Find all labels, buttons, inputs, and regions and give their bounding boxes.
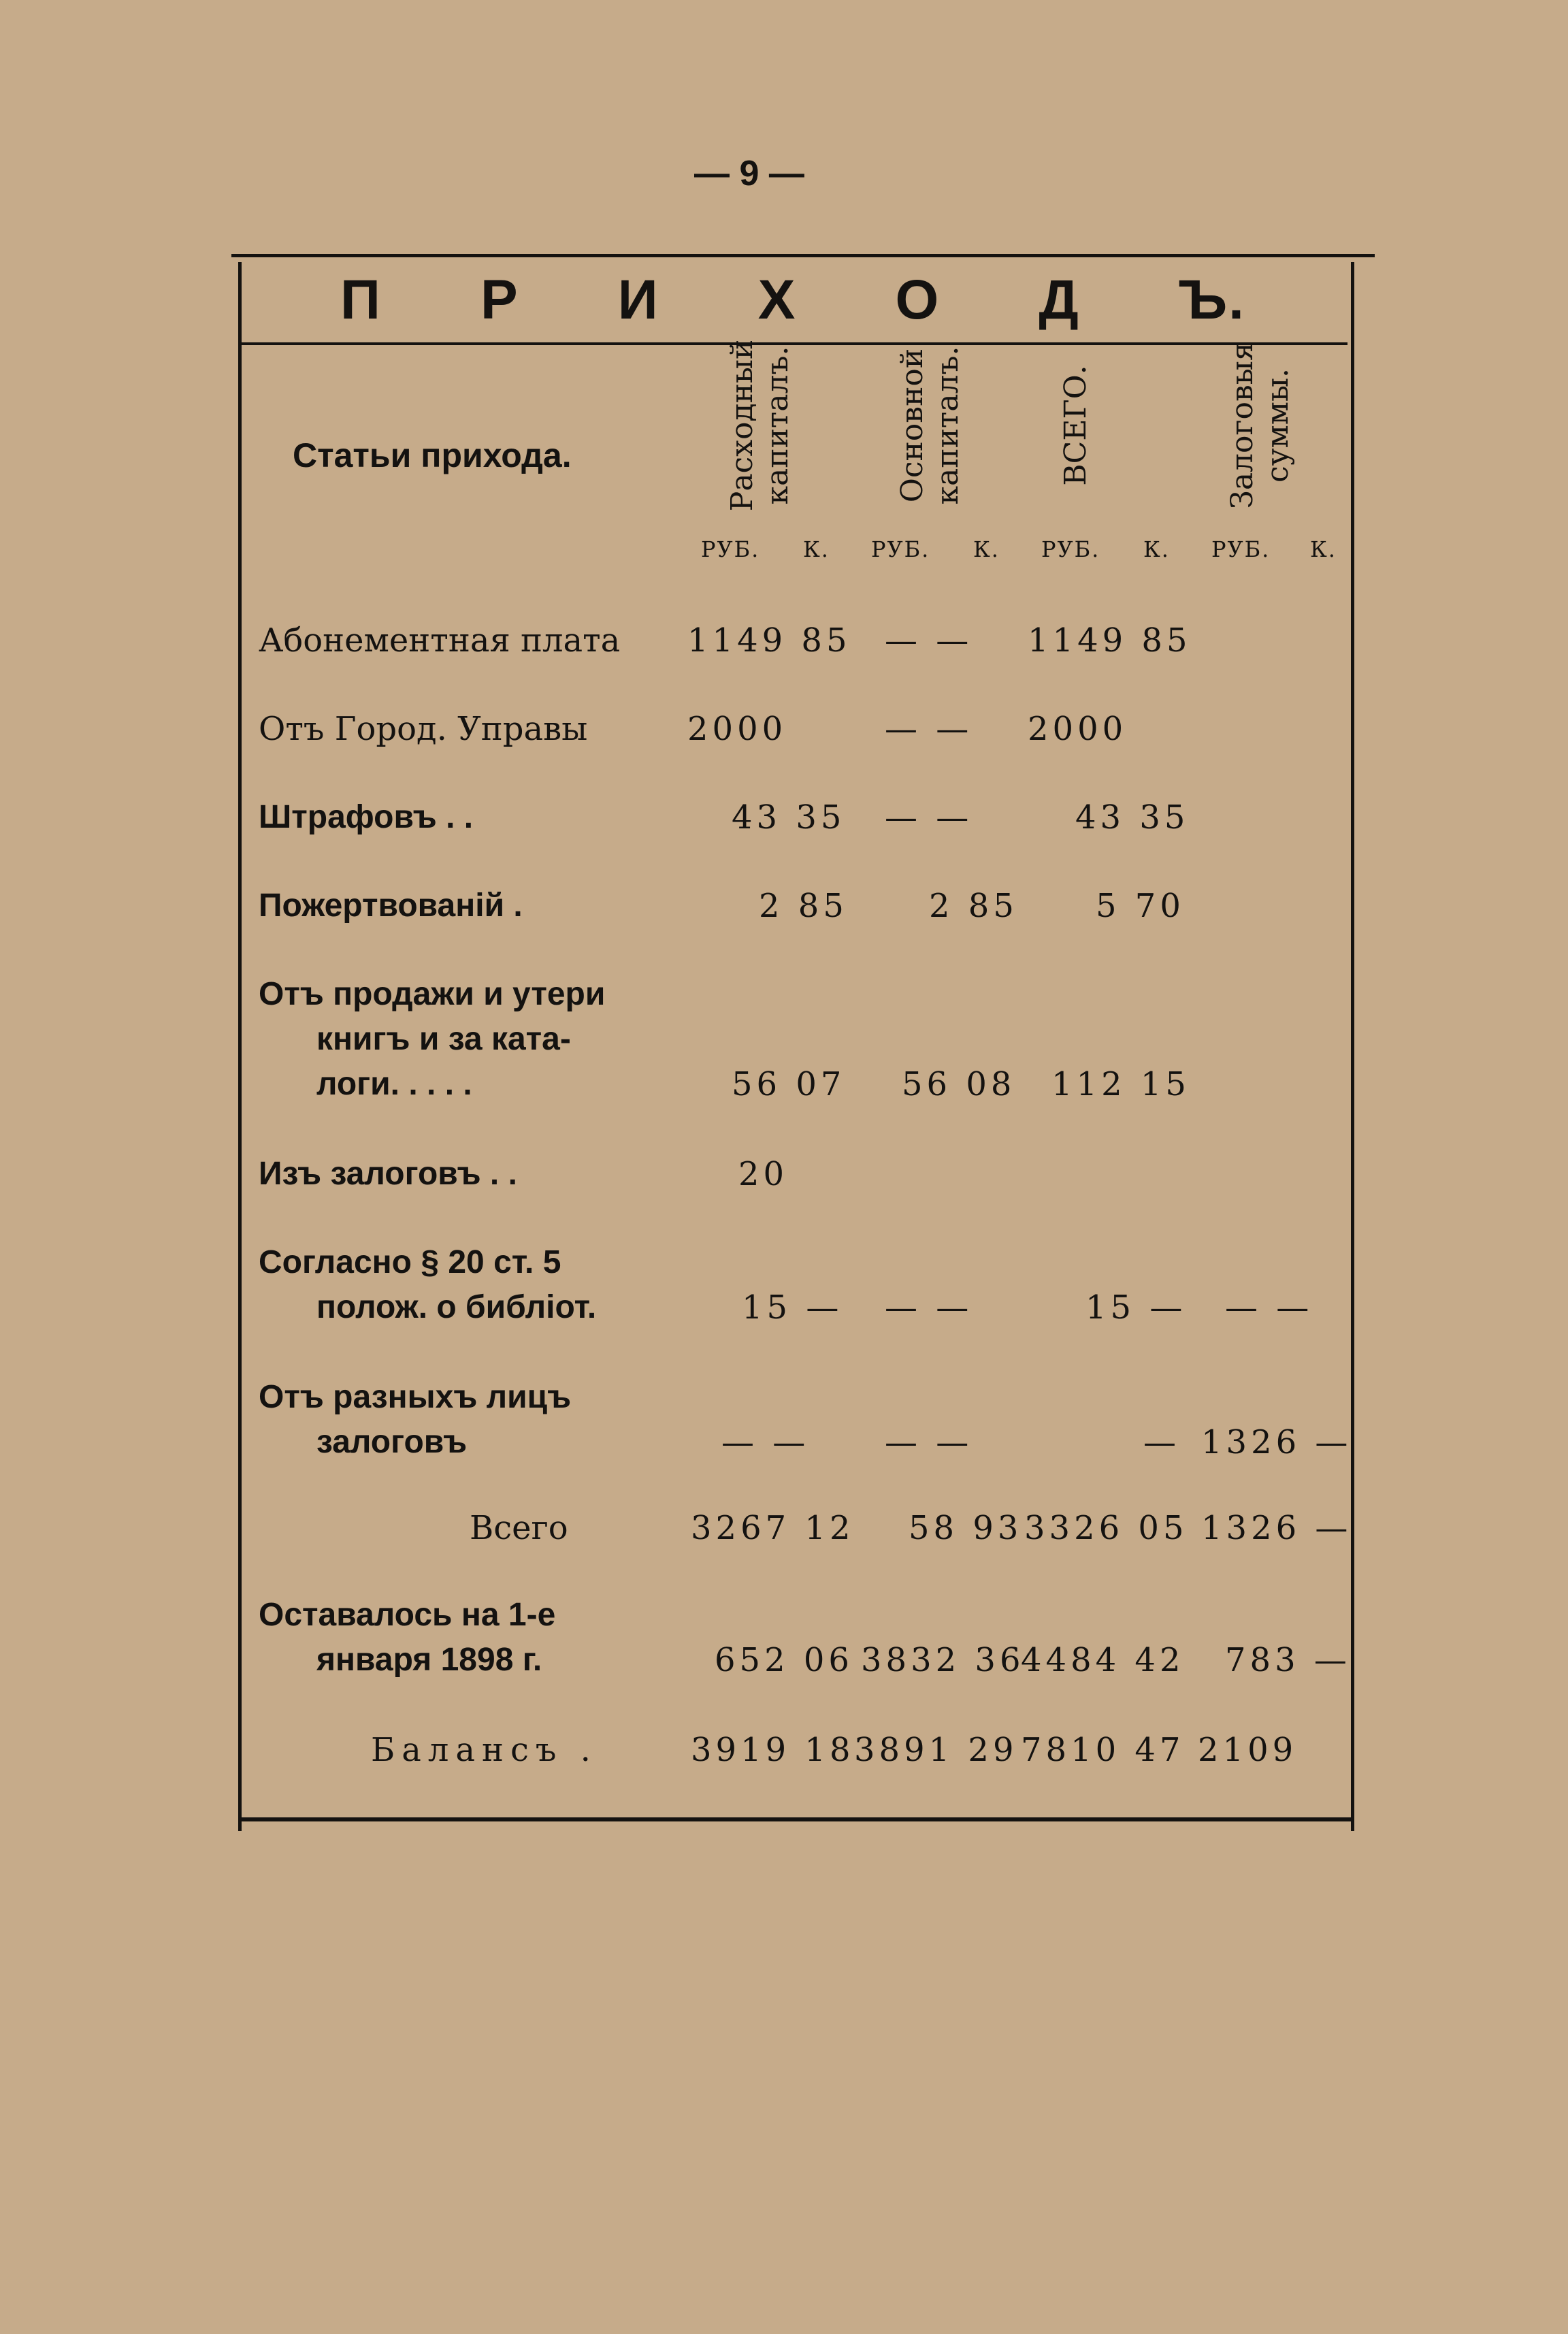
cell-main: — — xyxy=(885,710,973,748)
cell-expense: 20 xyxy=(738,1155,789,1193)
table-row-label xyxy=(259,1240,596,1330)
cell-total: 112 15 xyxy=(1051,1065,1190,1103)
cell-expense: 3919 18 xyxy=(691,1731,855,1769)
cell-expense: 43 35 xyxy=(732,798,846,837)
title-letter: Ъ. xyxy=(1178,269,1245,331)
cell-total: 7810 47 xyxy=(1021,1731,1185,1769)
cell-total: 3326 05 xyxy=(1024,1509,1188,1547)
column-header-line: Залоговыя xyxy=(1225,342,1260,509)
cell-main: 58 93 xyxy=(909,1509,1023,1547)
cell-total: 15 — xyxy=(1085,1288,1187,1327)
column-header-line: Расходный xyxy=(725,339,760,512)
title-letter: О xyxy=(895,269,941,331)
cell-main: — — xyxy=(885,798,973,837)
unit-label: РУБ. xyxy=(871,536,930,562)
cell-expense: 652 06 xyxy=(715,1641,853,1679)
column-header-line: капиталъ. xyxy=(760,346,795,505)
table-row-label xyxy=(259,1593,555,1683)
title-letter: Д xyxy=(1039,269,1080,331)
cell-total: 1149 85 xyxy=(1028,621,1192,660)
cell-total: 5 70 xyxy=(1096,887,1185,925)
title-letter: П xyxy=(340,269,382,331)
column-header-expense-capital xyxy=(725,337,813,514)
cell-expense: 2000 xyxy=(687,710,787,748)
row-label-line: Абонементная плата xyxy=(259,621,621,660)
column-header-line: суммы. xyxy=(1260,368,1295,483)
cell-deposit: 1326 — xyxy=(1201,1423,1352,1461)
cell-expense: 1149 85 xyxy=(687,621,851,660)
cell-expense: 2 85 xyxy=(759,887,848,925)
total-row-label xyxy=(470,1506,568,1551)
cell-expense: 56 07 xyxy=(732,1065,846,1103)
unit-label: К. xyxy=(1310,536,1337,562)
unit-label: РУБ. xyxy=(701,536,760,562)
cell-total: 2000 xyxy=(1028,710,1128,748)
row-label-line: Всего xyxy=(470,1509,568,1547)
unit-label: РУБ. xyxy=(1041,536,1100,562)
cell-expense: 3267 12 xyxy=(691,1509,855,1547)
column-header-line: ВСЕГО. xyxy=(1058,365,1093,486)
row-label-line: логи. . . . . xyxy=(316,1066,472,1102)
title-letter: Х xyxy=(757,269,797,331)
unit-label: К. xyxy=(803,536,830,562)
cell-main: — — xyxy=(885,1423,973,1461)
cell-deposit: 783 — xyxy=(1225,1641,1351,1679)
cell-main: 56 08 xyxy=(902,1065,1016,1103)
cell-total: 4484 42 xyxy=(1021,1641,1185,1679)
row-header: Статьи прихода. xyxy=(293,436,572,474)
row-label-line: Отъ продажи и утери xyxy=(259,976,606,1012)
row-label-line: полож. о библіот. xyxy=(316,1289,597,1325)
title-letter: И xyxy=(617,269,659,331)
column-header-main-capital xyxy=(895,337,983,514)
cell-expense: 15 — xyxy=(742,1288,843,1327)
table-row-label xyxy=(259,1375,571,1465)
cell-main: — — xyxy=(885,621,973,660)
row-label-line: Балансъ . xyxy=(371,1731,598,1769)
table-row-label xyxy=(259,707,587,751)
row-label-line: книгъ и за ката- xyxy=(316,1021,571,1057)
column-header-total xyxy=(1058,337,1147,514)
unit-label: К. xyxy=(1143,536,1170,562)
row-label-line: января 1898 г. xyxy=(316,1642,542,1678)
row-label-line: Пожертвованій . xyxy=(259,888,523,924)
row-label-line: Отъ Город. Управы xyxy=(259,710,588,748)
cell-total: — xyxy=(1143,1423,1180,1461)
balance-row-label xyxy=(371,1728,598,1772)
cell-main: 3832 36 xyxy=(861,1641,1025,1679)
table-row-label xyxy=(259,618,620,663)
cell-main: 3891 29 xyxy=(854,1731,1018,1769)
top-rule xyxy=(231,254,1375,257)
table-row-label xyxy=(259,884,523,928)
cell-main: 2 85 xyxy=(929,887,1018,925)
row-label-line: Изъ залоговъ . . xyxy=(259,1156,517,1192)
right-border xyxy=(1351,262,1354,1831)
cell-deposit: 2109 xyxy=(1198,1731,1298,1769)
row-label-line: Согласно § 20 ст. 5 xyxy=(259,1244,561,1280)
cell-deposit: — — xyxy=(1225,1288,1313,1327)
left-border xyxy=(238,262,242,1831)
title-letter: Р xyxy=(480,269,519,331)
unit-label: К. xyxy=(973,536,1000,562)
cell-main: — — xyxy=(885,1288,973,1327)
bottom-rule xyxy=(242,1817,1351,1821)
row-label-line: залоговъ xyxy=(316,1424,468,1460)
table-row-label xyxy=(259,1152,517,1197)
row-label-line: Отъ разныхъ лицъ xyxy=(259,1379,572,1415)
page-number: — 9 — xyxy=(694,154,804,193)
cell-expense: — — xyxy=(721,1423,810,1461)
column-header-line: капиталъ. xyxy=(930,346,965,505)
column-header-line: Основной xyxy=(895,348,930,503)
unit-label: РУБ. xyxy=(1211,536,1271,562)
table-row-label xyxy=(259,795,473,840)
column-header-deposit-sums xyxy=(1225,337,1313,514)
row-label-line: Оставалось на 1-е xyxy=(259,1597,556,1633)
cell-deposit: 1326 — xyxy=(1201,1509,1352,1547)
row-label-line: Штрафовъ . . xyxy=(259,799,474,835)
table-row-label xyxy=(259,972,605,1107)
cell-total: 43 35 xyxy=(1075,798,1190,837)
section-title xyxy=(340,269,1245,331)
